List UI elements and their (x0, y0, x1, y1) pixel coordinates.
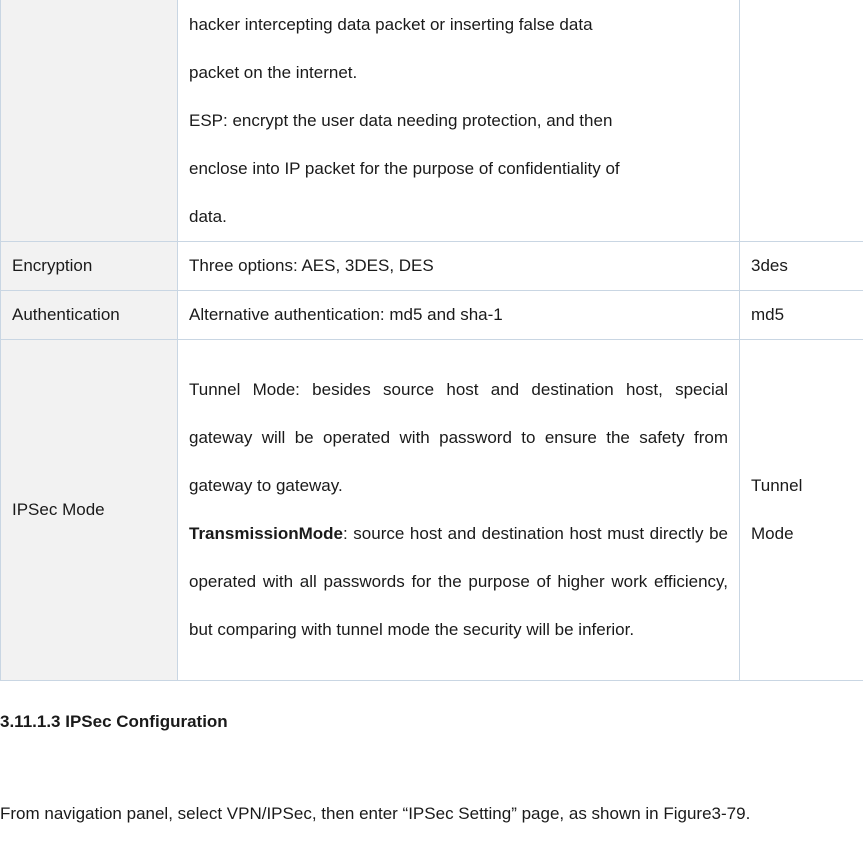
desc-line: enclose into IP packet for the purpose of confidentiality of (189, 159, 620, 178)
desc-line: packet on the internet. (189, 63, 358, 82)
param-value-cell (740, 0, 863, 242)
section-heading: 3.11.1.3 IPSec Configuration (0, 712, 228, 731)
param-name-encryption: Encryption (1, 242, 178, 291)
transmission-mode-paragraph (189, 510, 728, 654)
body-paragraph: From navigation panel, select VPN/IPSec, then enter “IPSec Setting” page, as shown in Figure3-79. (0, 804, 751, 823)
desc-line: data. (189, 207, 227, 226)
param-name-cell (1, 0, 178, 242)
param-name-ipsec-mode: IPSec Mode (1, 340, 178, 681)
tunnel-mode-text: Tunnel Mode: besides source host and destination host, special gateway will be operated with password to ensure the safety from gateway to gateway. (189, 380, 728, 495)
param-desc-cell (178, 0, 740, 242)
param-value-encryption: 3des (740, 242, 863, 291)
desc-line: hacker intercepting data packet or inserting false data (189, 15, 593, 34)
param-value-authentication: md5 (740, 291, 863, 340)
param-desc-authentication: Alternative authentication: md5 and sha-1 (178, 291, 740, 340)
value-line: Tunnel (751, 476, 803, 495)
transmission-mode-text: : source host and destination host must directly be operated with all passwords for the purpose of higher work efficiency, but comparing with tunnel mode the security will be inferior. (189, 524, 728, 639)
value-line: Mode (751, 524, 794, 543)
param-desc-ipsec-mode (178, 340, 740, 681)
transmission-mode-label: TransmissionMode (189, 524, 343, 543)
table-row-encryption (1, 242, 863, 291)
desc-line: ESP: encrypt the user data needing protection, and then (189, 111, 613, 130)
param-name-authentication: Authentication (1, 291, 178, 340)
table-row-ipsec-mode (1, 340, 863, 681)
param-value-ipsec-mode (740, 340, 863, 681)
table-row-continued (1, 0, 863, 242)
table-row-authentication (1, 291, 863, 340)
param-desc-encryption: Three options: AES, 3DES, DES (178, 242, 740, 291)
